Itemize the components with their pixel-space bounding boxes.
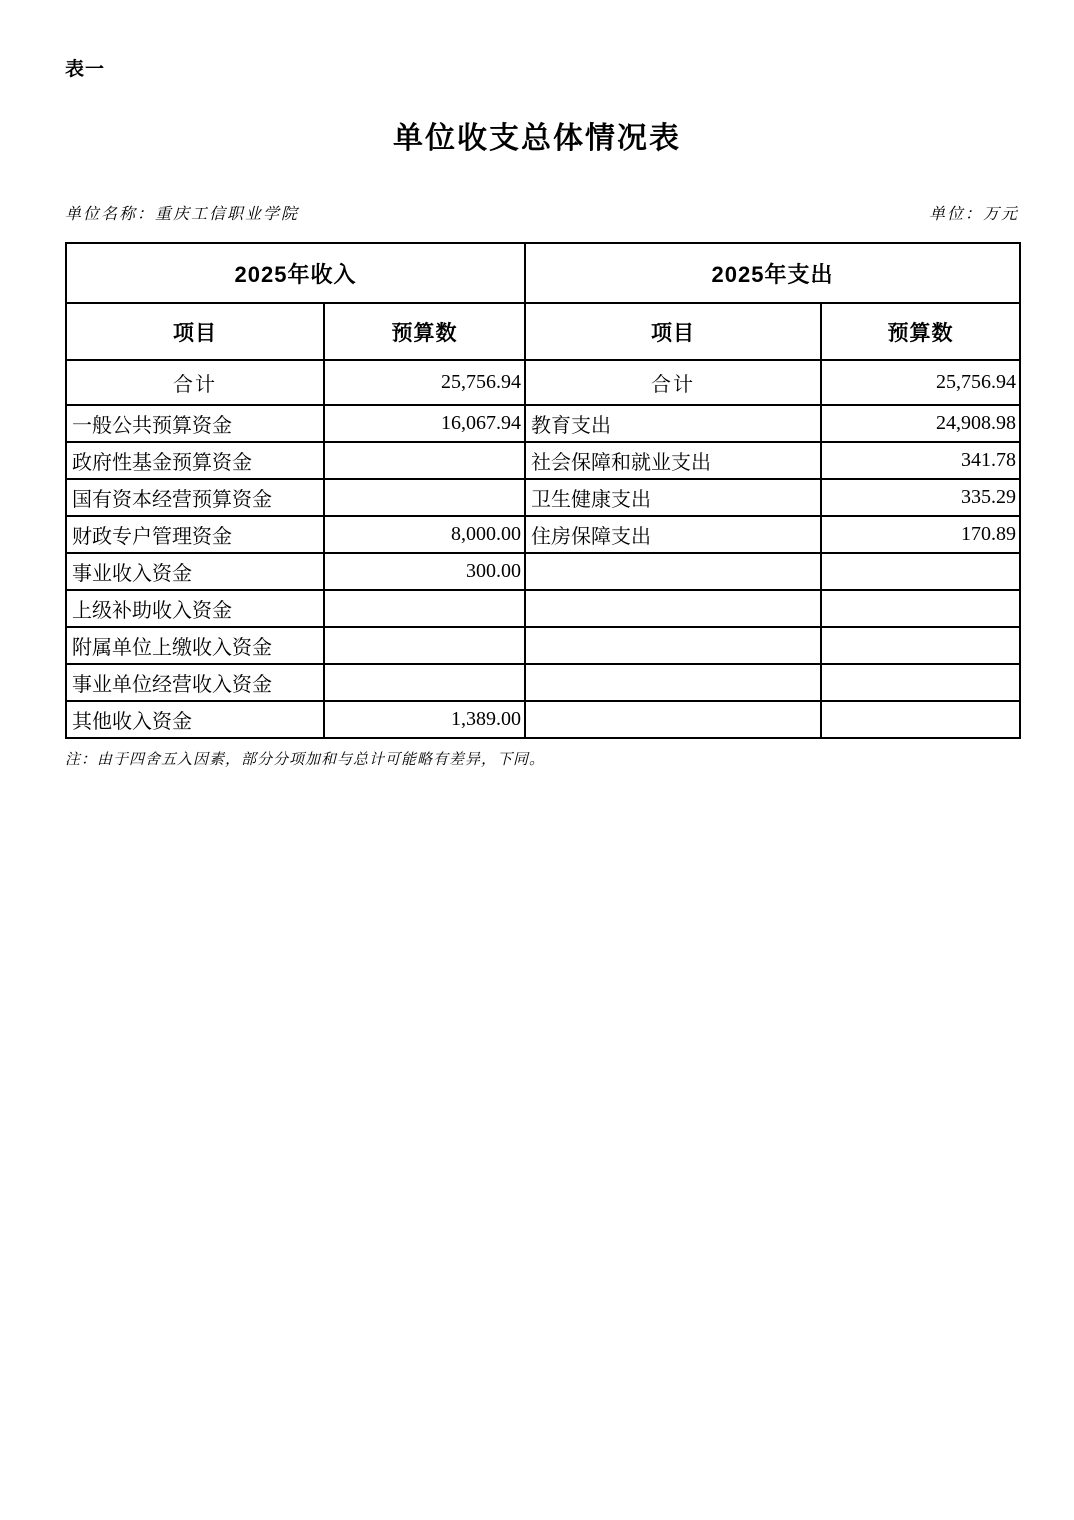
item-cell: 合计 [525, 360, 821, 405]
item-cell: 社会保障和就业支出 [525, 442, 821, 479]
table-row [66, 553, 1020, 590]
item-cell: 附属单位上缴收入资金 [66, 627, 324, 664]
item-cell: 财政专户管理资金 [66, 516, 324, 553]
budget-summary-table [65, 242, 1021, 739]
table-row [66, 590, 1020, 627]
unit-info-row [65, 201, 1019, 224]
item-cell: 一般公共预算资金 [66, 405, 324, 442]
item-cell: 政府性基金预算资金 [66, 442, 324, 479]
value-cell [821, 664, 1020, 701]
currency-unit-label: 单位：万元 [928, 206, 1019, 223]
item-cell [525, 590, 821, 627]
unit-name-label: 单位名称：重庆工信职业学院 [65, 206, 300, 223]
item-cell [525, 664, 821, 701]
value-cell: 1,389.00 [324, 701, 525, 738]
item-cell: 国有资本经营预算资金 [66, 479, 324, 516]
table-row [66, 442, 1020, 479]
table-row [66, 516, 1020, 553]
value-cell: 335.29 [821, 479, 1020, 516]
item-cell: 教育支出 [525, 405, 821, 442]
item-cell: 事业单位经营收入资金 [66, 664, 324, 701]
item-cell: 其他收入资金 [66, 701, 324, 738]
income-item-column-header: 项目 [66, 303, 324, 360]
value-cell: 8,000.00 [324, 516, 525, 553]
expense-budget-column-header: 预算数 [821, 303, 1020, 360]
value-cell: 16,067.94 [324, 405, 525, 442]
table-row [66, 627, 1020, 664]
value-cell: 24,908.98 [821, 405, 1020, 442]
value-cell [821, 590, 1020, 627]
item-cell [525, 701, 821, 738]
value-cell [324, 479, 525, 516]
value-cell: 25,756.94 [324, 360, 525, 405]
page-title: 单位收支总体情况表 [393, 122, 681, 155]
value-cell: 25,756.94 [821, 360, 1020, 405]
income-budget-column-header: 预算数 [324, 303, 525, 360]
value-cell [821, 627, 1020, 664]
item-cell: 住房保障支出 [525, 516, 821, 553]
item-cell [525, 627, 821, 664]
value-cell [324, 627, 525, 664]
value-cell: 300.00 [324, 553, 525, 590]
table-row [66, 664, 1020, 701]
item-cell: 卫生健康支出 [525, 479, 821, 516]
table-number-label: 表一 [65, 59, 106, 80]
item-cell: 事业收入资金 [66, 553, 324, 590]
rounding-footnote: 注：由于四舍五入因素，部分分项加和与总计可能略有差异，下同。 [65, 752, 546, 768]
expense-section-header: 2025年支出 [525, 243, 1020, 303]
item-cell: 合计 [66, 360, 324, 405]
section-header-row [66, 243, 1020, 303]
value-cell [324, 590, 525, 627]
table-row [66, 479, 1020, 516]
item-cell: 上级补助收入资金 [66, 590, 324, 627]
expense-item-column-header: 项目 [525, 303, 821, 360]
income-section-header: 2025年收入 [66, 243, 525, 303]
value-cell: 341.78 [821, 442, 1020, 479]
value-cell [324, 664, 525, 701]
table-body [66, 360, 1020, 738]
column-header-row [66, 303, 1020, 360]
value-cell [821, 553, 1020, 590]
value-cell: 170.89 [821, 516, 1020, 553]
table-row [66, 405, 1020, 442]
value-cell [821, 701, 1020, 738]
total-row [66, 360, 1020, 405]
table-row [66, 701, 1020, 738]
item-cell [525, 553, 821, 590]
value-cell [324, 442, 525, 479]
